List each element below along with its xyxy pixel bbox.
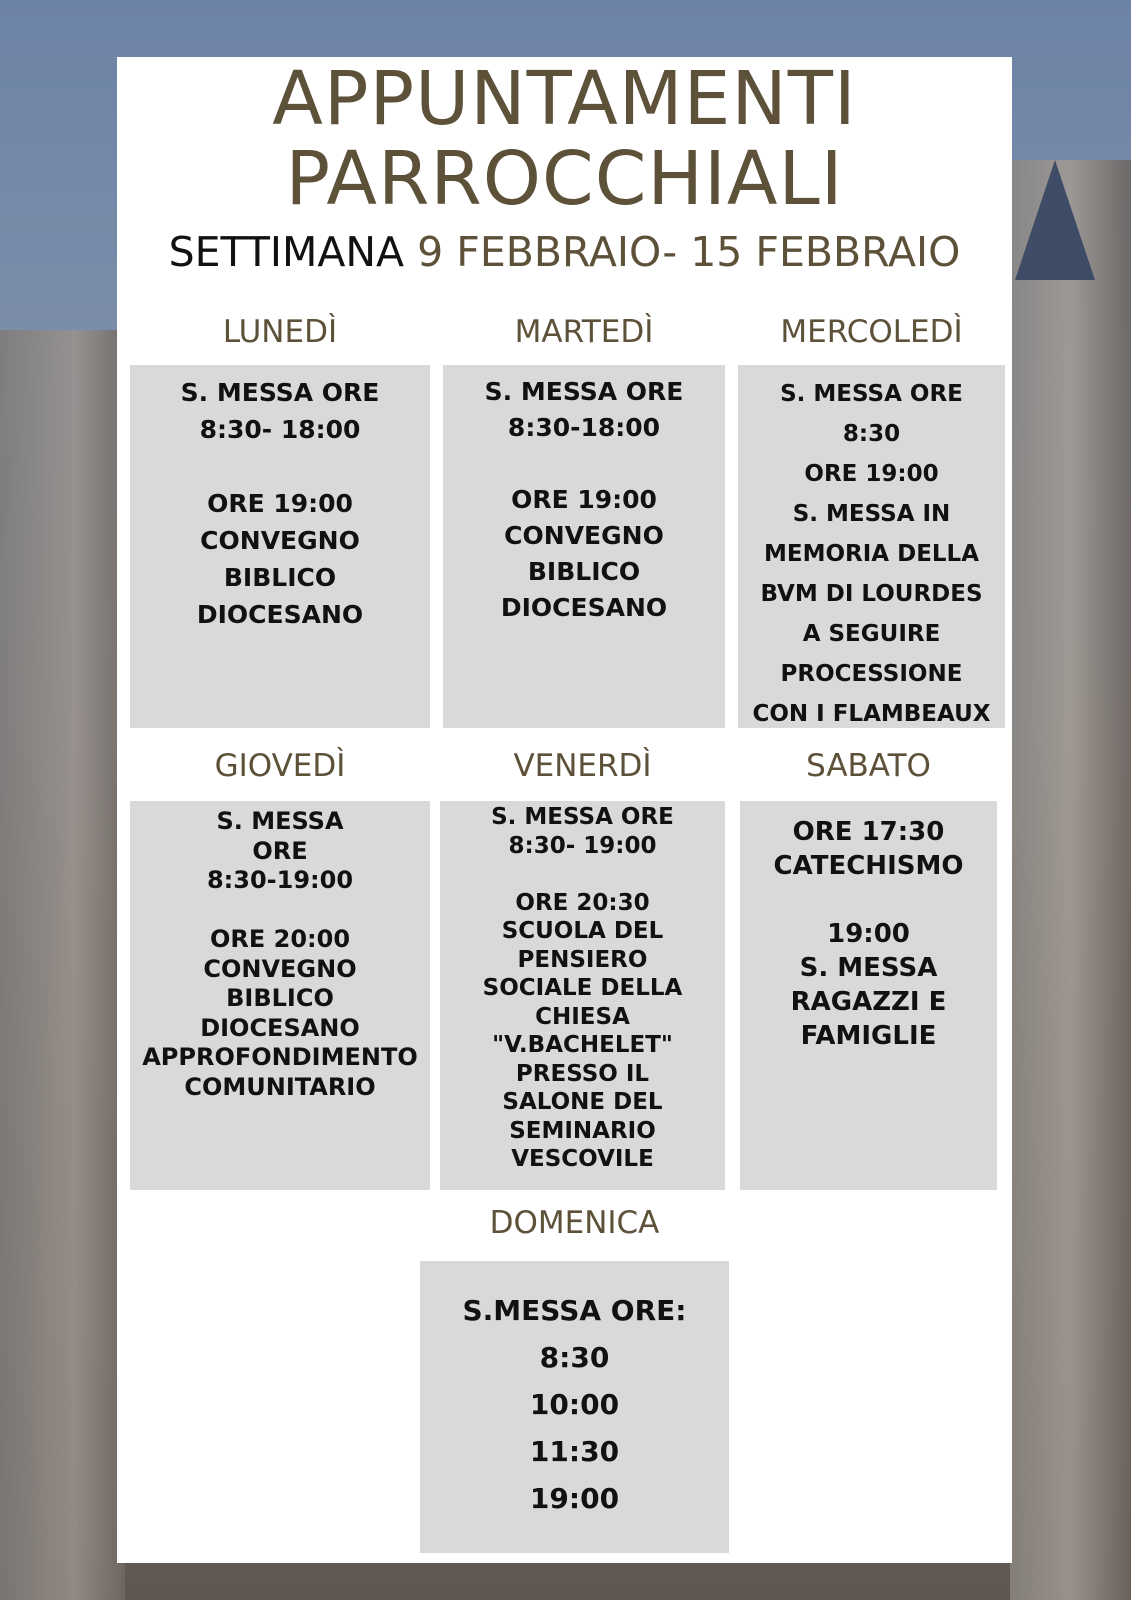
background-building-right [1010, 160, 1131, 1600]
day-box-wednesday: S. MESSA ORE 8:30 ORE 19:00 S. MESSA IN MEMORIA DELLA BVM DI LOURDES A SEGUIRE PROCESSIONE CON I FLAMBEAUX [738, 365, 1005, 728]
day-heading-saturday: SABATO [806, 748, 931, 784]
day-box-tuesday: S. MESSA ORE 8:30-18:00 ORE 19:00 CONVEGNO BIBLICO DIOCESANO [443, 365, 725, 728]
day-heading-wednesday: MERCOLEDÌ [780, 314, 963, 350]
day-heading-friday: VENERDÌ [513, 748, 652, 784]
title-line1: APPUNTAMENTI [272, 56, 857, 142]
week-label: SETTIMANA [168, 228, 405, 276]
background-building-left [0, 330, 125, 1600]
day-box-saturday: ORE 17:30 CATECHISMO 19:00 S. MESSA RAGAZZI E FAMIGLIE [740, 801, 997, 1190]
day-heading-tuesday: MARTEDÌ [514, 314, 654, 350]
day-heading-thursday: GIOVEDÌ [214, 748, 346, 784]
week-range: 9 FEBBRAIO- 15 FEBBRAIO [417, 228, 961, 276]
day-box-monday: S. MESSA ORE 8:30- 18:00 ORE 19:00 CONVEGNO BIBLICO DIOCESANO [130, 365, 430, 728]
week-subtitle [117, 228, 1012, 276]
day-heading-monday: LUNEDÌ [222, 314, 338, 350]
day-box-friday: S. MESSA ORE 8:30- 19:00 ORE 20:30 SCUOLA DEL PENSIERO SOCIALE DELLA CHIESA "V.BACHELET" PRESSO IL SALONE DEL SEMINARIO VESCOVILE [440, 801, 725, 1190]
day-box-sunday: S.MESSA ORE: 8:30 10:00 11:30 19:00 [420, 1261, 729, 1553]
title-line2: PARROCCHIALI [285, 136, 844, 222]
day-heading-sunday: DOMENICA [489, 1205, 660, 1241]
day-box-thursday: S. MESSA ORE 8:30-19:00 ORE 20:00 CONVEGNO BIBLICO DIOCESANO APPROFONDIMENTO COMUNITARIO [130, 801, 430, 1190]
